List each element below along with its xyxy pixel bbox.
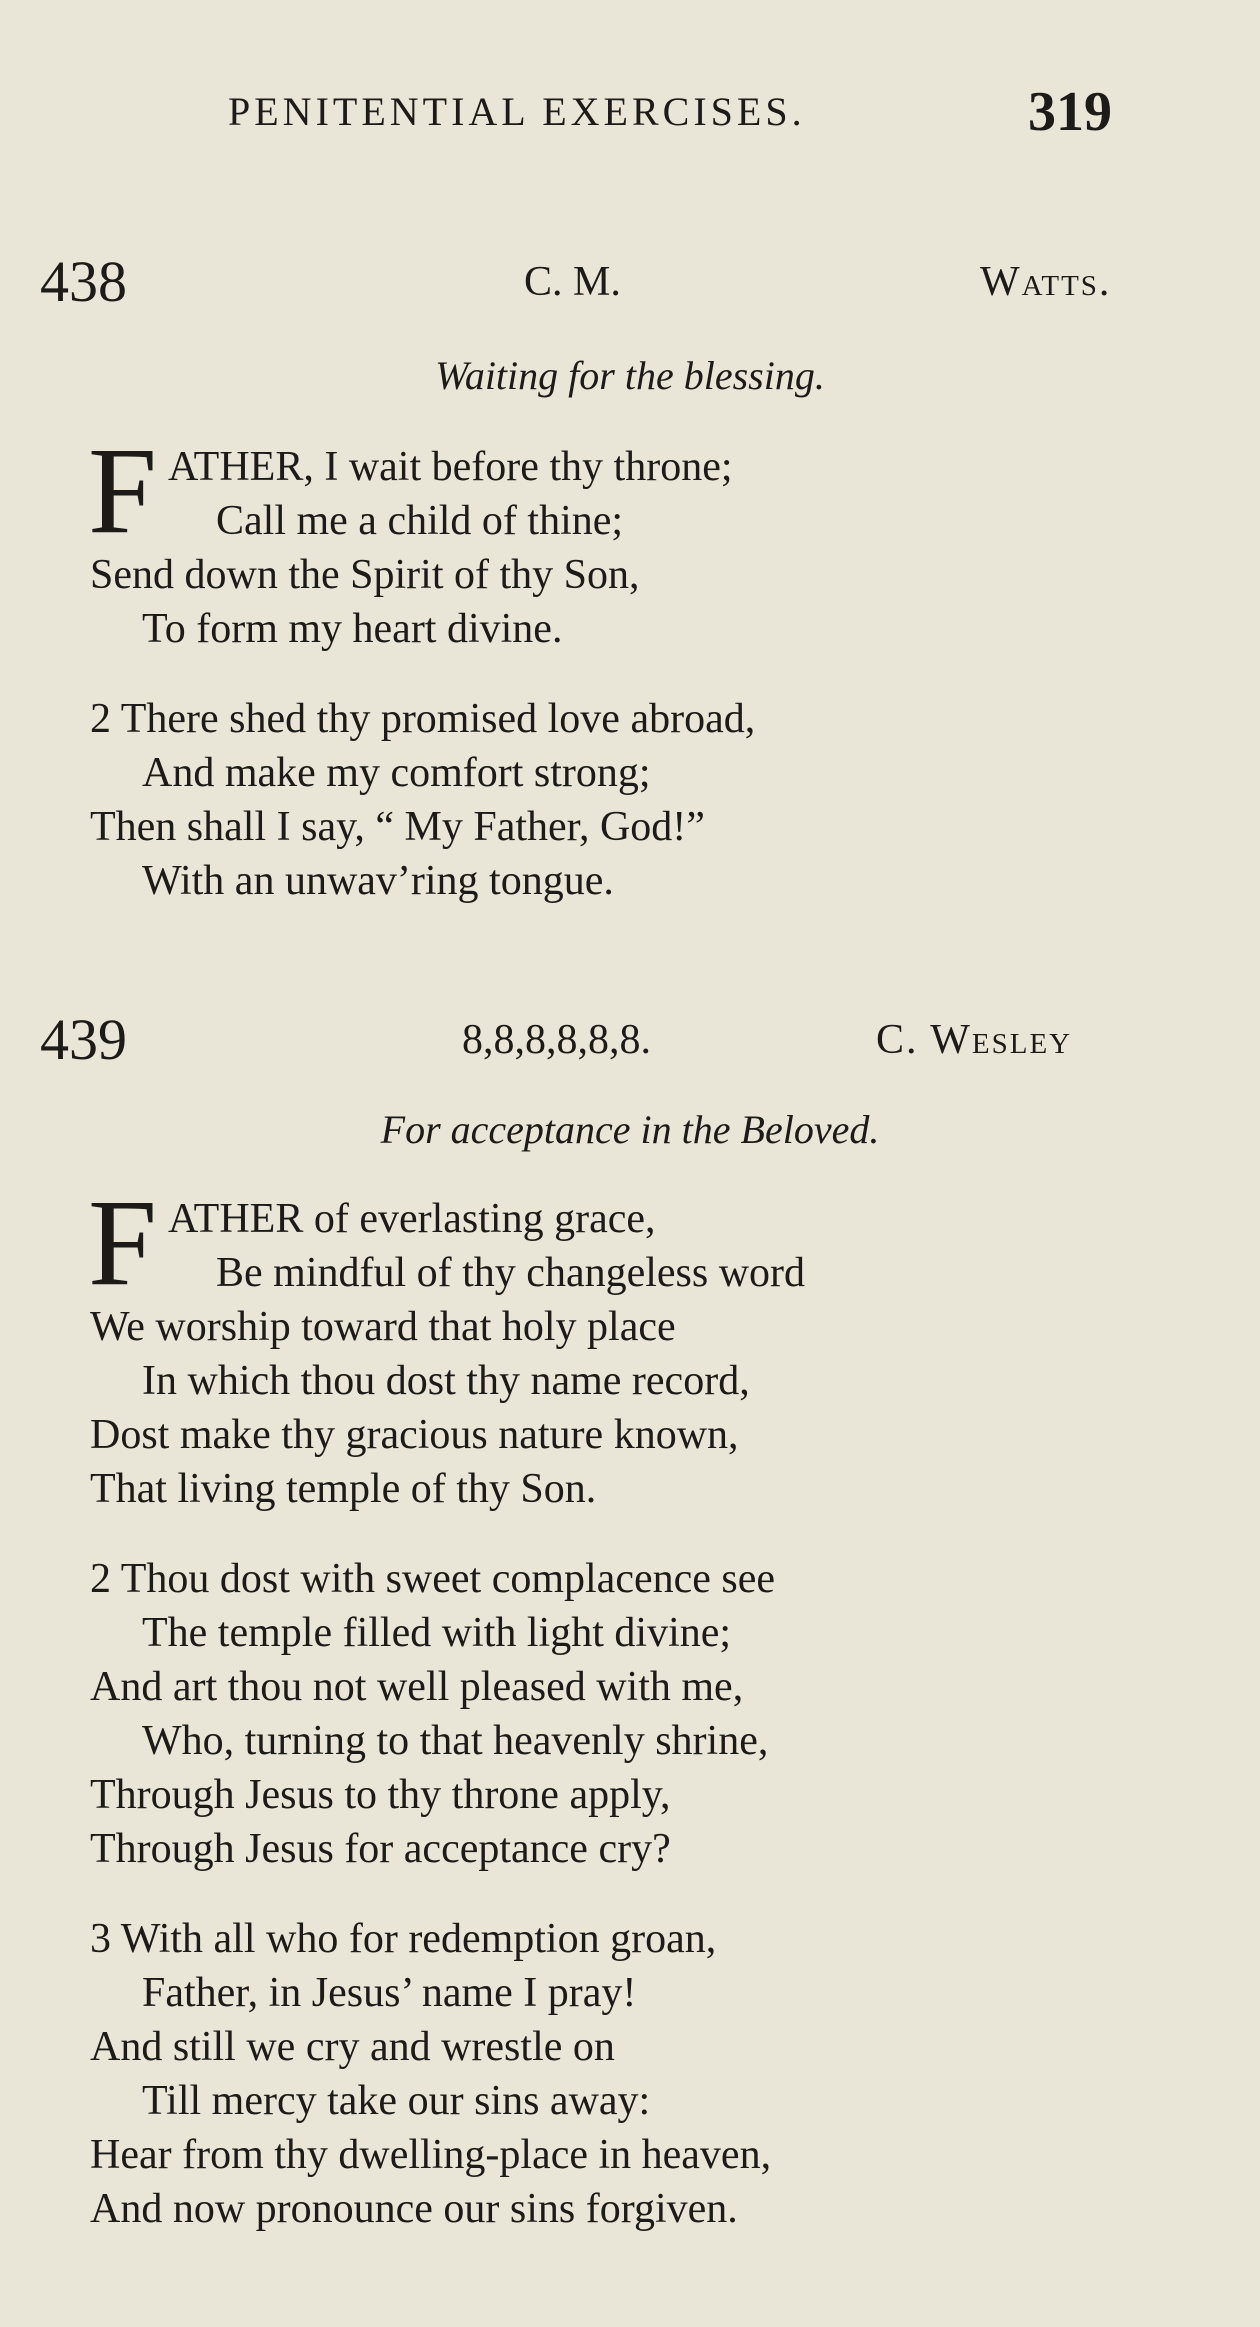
verse-line: And now pronounce our sins forgiven. (90, 2186, 738, 2232)
verse-line: And art thou not well pleased with me, (90, 1664, 744, 1710)
verse-1-rest (90, 548, 640, 656)
verse-line: We worship toward that holy place (90, 1304, 676, 1350)
hymn-439-header (0, 1006, 1260, 1076)
verse-line: Be mindful of thy changeless word (216, 1250, 806, 1296)
verse-2 (90, 692, 755, 908)
drop-cap: F (88, 422, 157, 559)
verse-1-opening (168, 440, 733, 548)
hymn-number: 438 (40, 249, 127, 314)
verse-3 (90, 1912, 771, 2236)
verse-line: Then shall I say, “ My Father, God!” (90, 804, 705, 850)
verse-line: Through Jesus to thy throne apply, (90, 1772, 671, 1818)
verse-line: ATHER of everlasting grace, (168, 1196, 656, 1242)
verse-line: Who, turning to that heavenly shrine, (142, 1718, 769, 1764)
verse-line: And make my comfort strong; (142, 750, 651, 796)
hymn-subtitle: Waiting for the blessing. (435, 353, 825, 398)
verse-1-opening (168, 1192, 805, 1300)
hymn-meter: 8,8,8,8,8,8. (462, 1017, 651, 1063)
hymn-subtitle: For acceptance in the Beloved. (380, 1107, 880, 1152)
verse-2 (90, 1552, 775, 1876)
verse-line: Father, in Jesus’ name I pray! (142, 1970, 637, 2016)
drop-cap: F (88, 1174, 157, 1311)
verse-line: Call me a child of thine; (216, 498, 624, 544)
page-number: 319 (1028, 81, 1112, 143)
verse-line: To form my heart divine. (142, 606, 563, 652)
verse-line: Till mercy take our sins away: (142, 2078, 651, 2124)
verse-line: Dost make thy gracious nature known, (90, 1412, 739, 1458)
running-head (0, 80, 1260, 150)
verse-line: That living temple of thy Son. (90, 1466, 597, 1512)
verse-line: Send down the Spirit of thy Son, (90, 552, 640, 598)
verse-line: In which thou dost thy name record, (142, 1358, 750, 1404)
verse-line: With an unwav’ring tongue. (142, 858, 614, 904)
verse-line: Hear from thy dwelling-place in heaven, (90, 2132, 772, 2178)
running-title: PENITENTIAL EXERCISES. (228, 89, 806, 134)
verse-line: The temple filled with light divine; (142, 1610, 732, 1656)
verse-line: 2 There shed thy promised love abroad, (90, 696, 756, 742)
verse-line: Through Jesus for acceptance cry? (90, 1826, 671, 1872)
verse-line: And still we cry and wrestle on (90, 2024, 615, 2070)
hymn-number: 439 (40, 1007, 127, 1072)
hymn-author: Watts. (980, 259, 1112, 305)
verse-line: 2 Thou dost with sweet complacence see (90, 1556, 776, 1602)
verse-1-rest (90, 1300, 750, 1516)
hymn-438-header (0, 248, 1260, 318)
verse-line: 3 With all who for redemption groan, (90, 1916, 717, 1962)
hymn-author: C. Wesley (876, 1017, 1073, 1063)
verse-line: ATHER, I wait before thy throne; (168, 444, 733, 490)
hymn-meter: C. M. (524, 259, 621, 305)
